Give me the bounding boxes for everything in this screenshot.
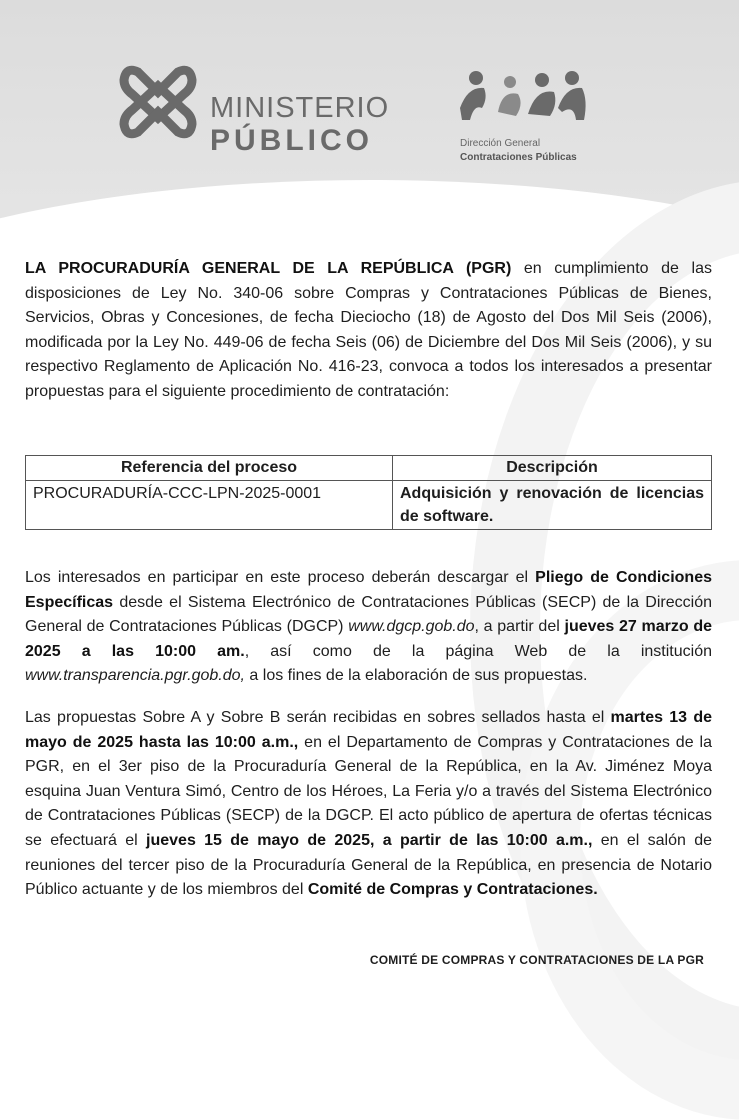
process-reference: PROCURADURÍA-CCC-LPN-2025-0001: [26, 481, 393, 530]
p2-text-1: Los interesados en participar en este proceso deberán descargar el: [25, 569, 536, 586]
dgcp-people-icon: [458, 68, 590, 128]
p2-pliego: Pliego de Condiciones Específicas: [25, 569, 712, 611]
header-description: Descripción: [393, 456, 712, 481]
ministerio-publico-emblem-icon: [118, 62, 198, 142]
dgcp-logo: [458, 68, 608, 168]
intro-paragraph: [25, 257, 712, 405]
table-header-row: [26, 456, 712, 481]
submission-paragraph: [25, 706, 712, 903]
p3-text-2: en el Departamento de Compras y Contrataciones de la PGR, en el 3er piso de la Procuraduría General de la República, en la Av. Jiménez Moya esquina Juan Ventura Simó, Centro de los Héroes, La Feria y/o a través del Sistema Electrónico de Contrataciones Públicas (SECP) de la DGCP. El acto público de apertura de ofertas técnicas se efectuará el: [25, 733, 713, 849]
p3-deadline: martes 13 de mayo de 2025 hasta las 10:00 a.m.,: [25, 709, 712, 751]
p2-text-5: a los fines de la elaboración de sus propuestas.: [244, 667, 588, 685]
header-reference: Referencia del proceso: [26, 456, 393, 481]
p2-text-4: , así como de la página Web de la institución: [244, 642, 712, 660]
p3-committee: Comité de Compras y Contrataciones.: [307, 881, 598, 899]
process-description: Adquisición y renovación de licencias de software.: [393, 481, 712, 530]
intro-pgr-name: LA PROCURADURÍA GENERAL DE LA REPÚBLICA (PGR): [25, 260, 512, 277]
p2-start-date: jueves 27 marzo de 2025 a las 10:00 am.: [25, 618, 713, 660]
transparencia-link[interactable]: www.transparencia.pgr.gob.do,: [25, 667, 245, 685]
logo-line-publico: PÚBLICO: [210, 124, 373, 157]
p3-text-1: Las propuestas Sobre A y Sobre B serán recibidas en sobres sellados hasta el: [25, 709, 611, 726]
download-paragraph: [25, 566, 712, 689]
signature: COMITÉ DE COMPRAS Y CONTRATACIONES DE LA PGR: [369, 953, 704, 967]
dgcp-line1: Dirección General: [460, 138, 541, 149]
ministerio-publico-logo: [118, 62, 390, 162]
table-row: [26, 481, 712, 530]
p2-text-2: desde el Sistema Electrónico de Contrataciones Públicas (SECP) de la Dirección General de Contrataciones Públicas (DGCP): [25, 593, 712, 636]
logo-line-ministerio: MINISTERIO: [210, 92, 390, 124]
p3-opening-date: jueves 15 de mayo de 2025, a partir de las 10:00 a.m.,: [146, 831, 593, 849]
intro-text: en cumplimiento de las disposiciones de Ley No. 340-06 sobre Compras y Contrataciones Públicas de Bienes, Servicios, Obras y Concesiones, de fecha Dieciocho (18) de Agosto del Dos Mil Seis (2006), modificada por la Ley No. 449-06 de fecha Seis (06) de Diciembre del Dos Mil Seis (2006), y su respectivo Reglamento de Aplicación No. 416-23, convoca a todos los interesados a presentar propuestas para el siguiente procedimiento de contratación:: [25, 260, 712, 400]
p3-text-3: en el salón de reuniones del tercer piso de la Procuraduría General de la República, en presencia de Notario Público actuante y de los miembros del: [25, 831, 713, 899]
dgcp-link[interactable]: www.dgcp.gob.do: [348, 618, 475, 636]
process-table: [25, 455, 712, 530]
p2-text-3: , a partir del: [474, 618, 565, 636]
dgcp-line2: Contrataciones Públicas: [460, 152, 577, 163]
